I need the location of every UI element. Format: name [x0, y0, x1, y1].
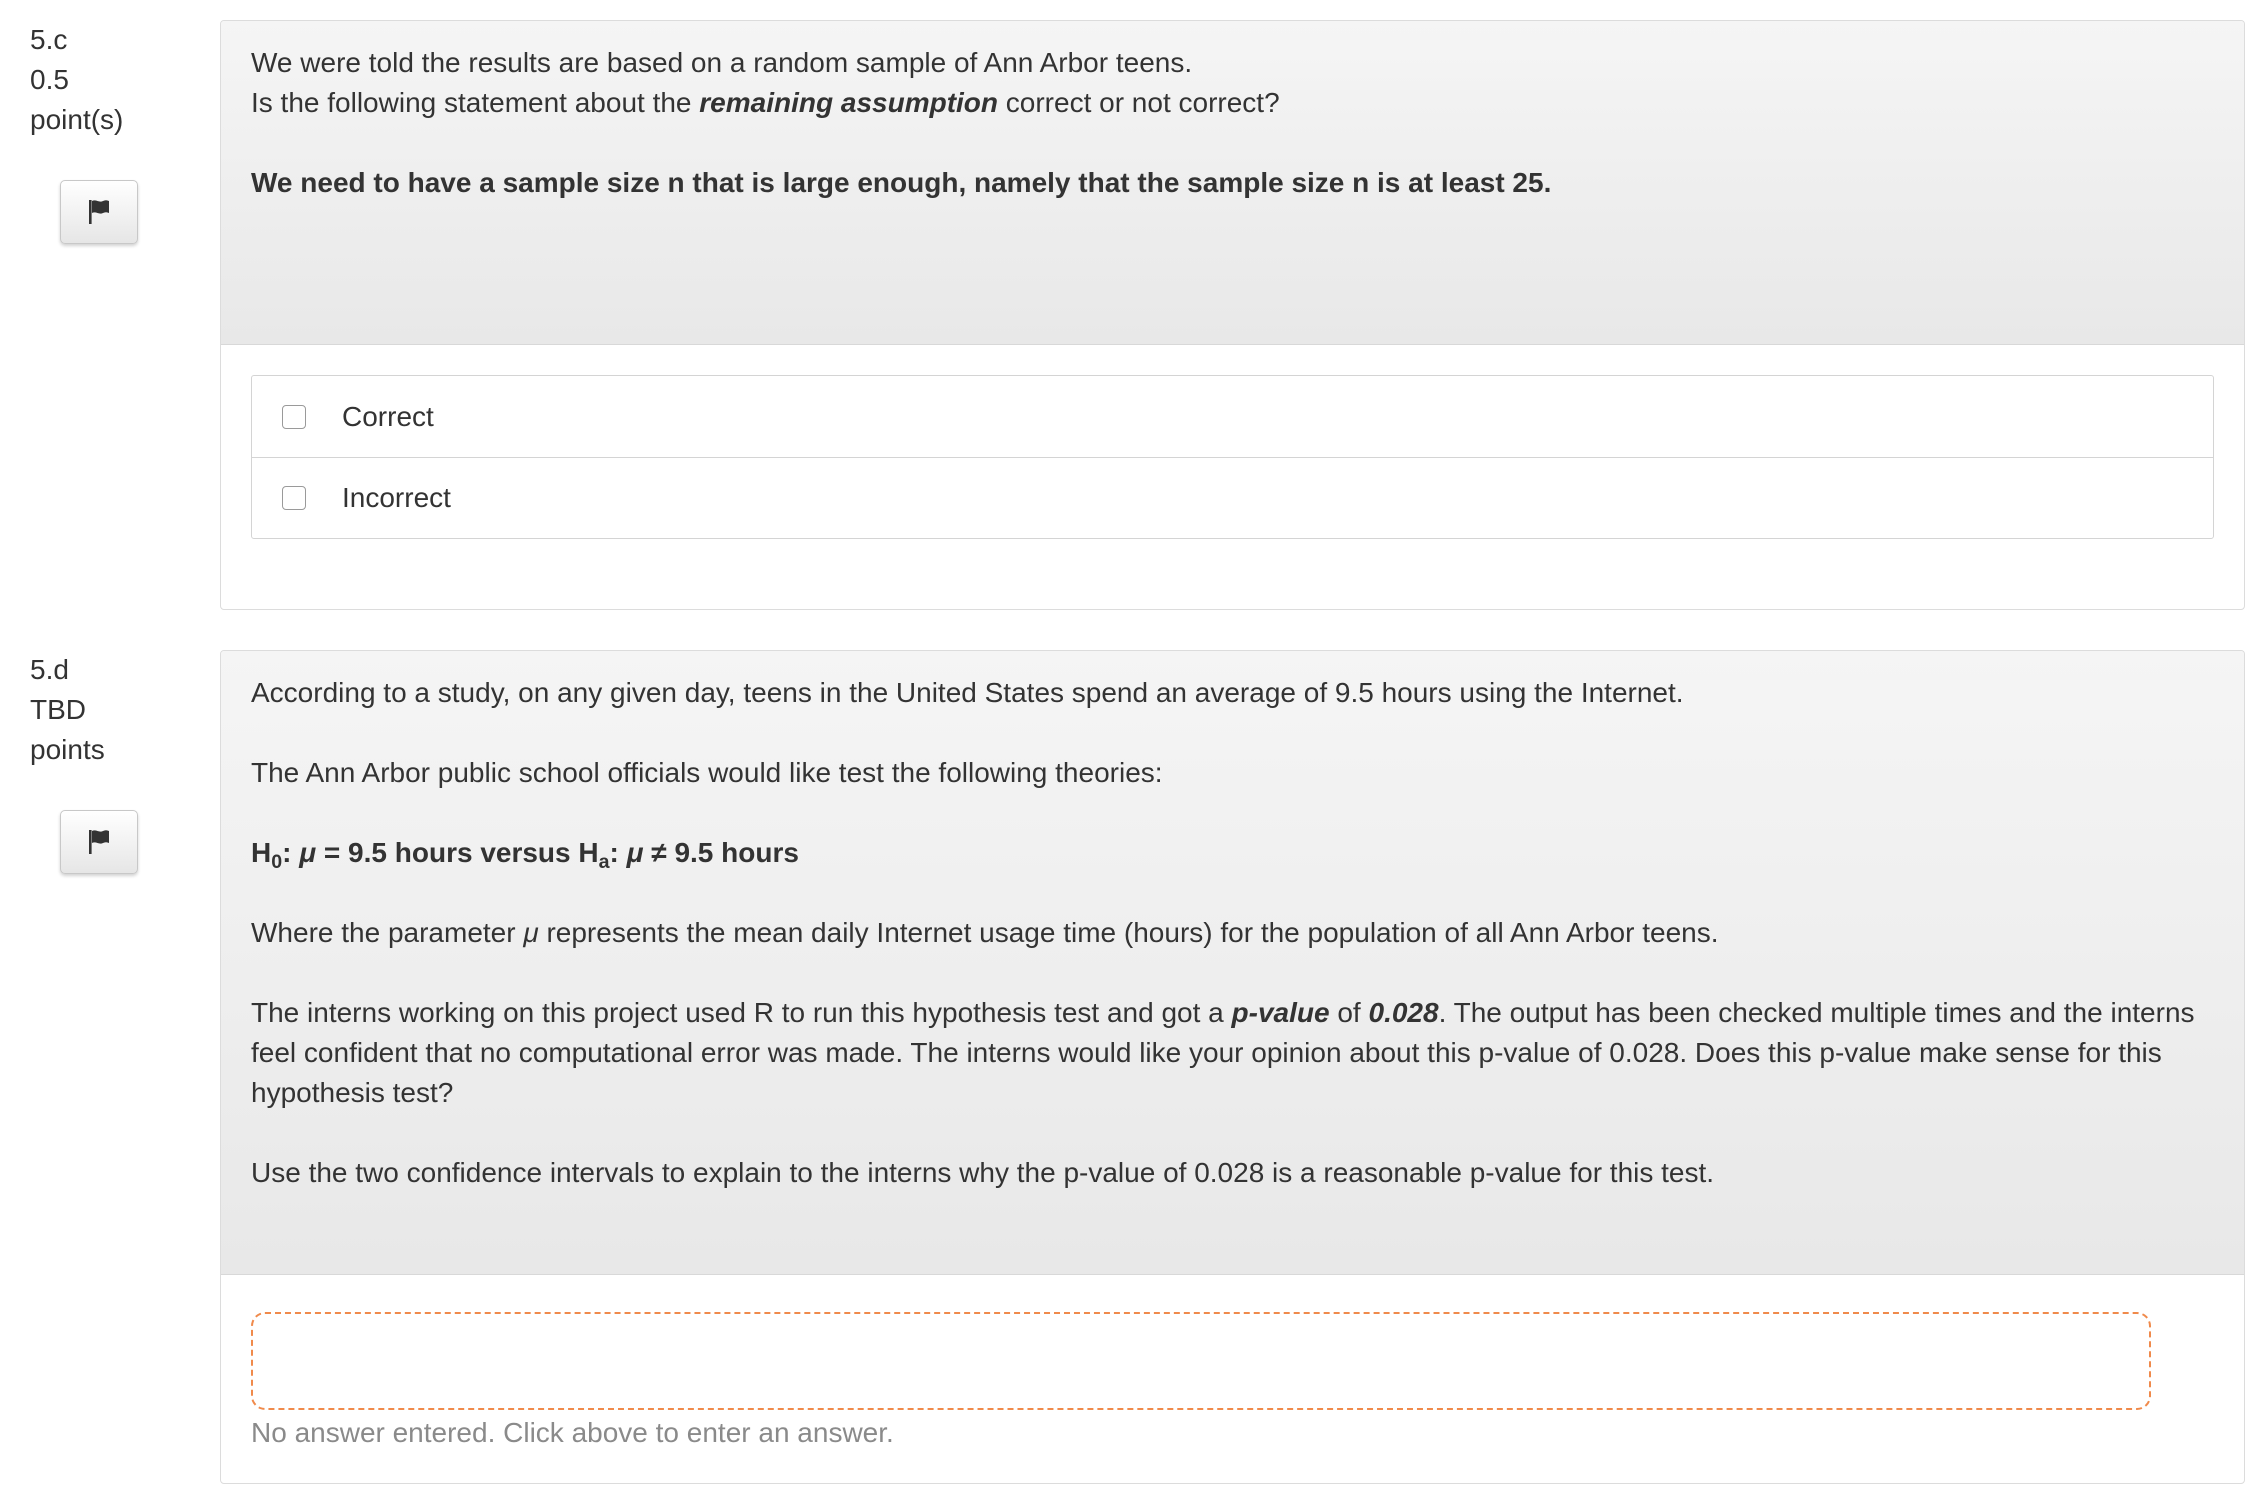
question-number: 5.d [30, 654, 69, 685]
question-card [220, 650, 2245, 1484]
prompt-line: Is the following statement about the remaining assumption correct or not correct? [251, 87, 1280, 118]
question-points: TBD [30, 694, 86, 725]
option-incorrect[interactable] [252, 457, 2213, 538]
option-label: Correct [342, 400, 434, 432]
points-label: point(s) [30, 104, 124, 135]
question-info [30, 650, 180, 770]
question-prompt [221, 21, 2244, 345]
points-label: points [30, 734, 105, 765]
prompt-paragraph: The Ann Arbor public school officials would like test the following theories: [251, 757, 1163, 788]
prompt-paragraph: According to a study, on any given day, teens in the United States spend an average of 9.5 hours using the Internet. [251, 677, 1684, 708]
hypotheses: $H_0$: μ = 9.5 hours versus $H_a$: μ ≠ 9.5 hours [251, 837, 799, 873]
prompt-line: We were told the results are based on a random sample of Ann Arbor teens. [251, 47, 1193, 78]
prompt-paragraph: Where the parameter μ represents the mean daily Internet usage time (hours) for the population of all Ann Arbor teens. [251, 917, 1719, 948]
question-number: 5.c [30, 24, 68, 55]
option-label: Incorrect [342, 482, 451, 513]
answer-input[interactable] [251, 1312, 2151, 1410]
answer-status-text: No answer entered. Click above to enter an answer. [251, 1417, 894, 1448]
question-points: 0.5 [30, 64, 69, 95]
question-info [30, 20, 180, 140]
prompt-paragraph: Use the two confidence intervals to explain to the interns why the p-value of 0.028 is a reasonable p-value for this test. [251, 1157, 1715, 1188]
question-card [220, 20, 2245, 610]
flag-icon [87, 199, 111, 225]
option-correct[interactable] [252, 376, 2213, 457]
flag-icon [87, 829, 111, 855]
checkbox[interactable] [282, 486, 306, 510]
question-prompt [221, 651, 2244, 1275]
checkbox[interactable] [282, 405, 306, 429]
prompt-statement: We need to have a sample size n that is large enough, namely that the sample size n is at least 25. [251, 167, 1552, 198]
flag-question-button[interactable] [60, 180, 138, 244]
prompt-paragraph: The interns working on this project used R to run this hypothesis test and got a p-value of 0.028. The output has been checked multiple times and the interns feel confident that no computational error was made. The interns would like your opinion about this p-value of 0.028. Does this p-value make sense for this hypothesis test? [251, 997, 2195, 1108]
answer-options [251, 375, 2214, 539]
flag-question-button[interactable] [60, 810, 138, 874]
